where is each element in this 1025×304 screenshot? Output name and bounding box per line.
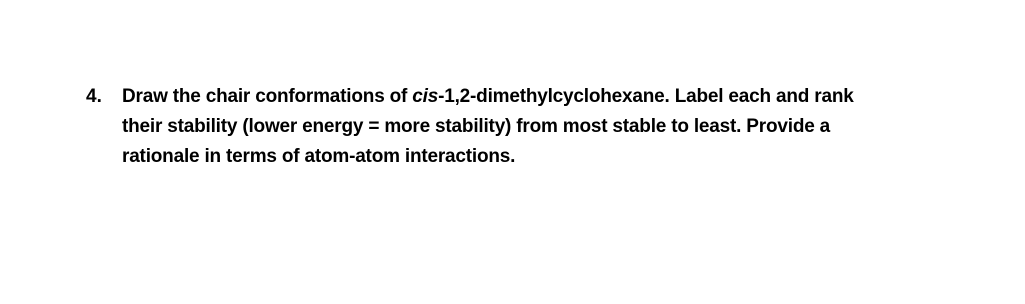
question-line-3: rationale in terms of atom-atom interactions. <box>122 146 516 167</box>
question-text <box>122 82 966 172</box>
question-number: 4. <box>86 86 102 107</box>
question-line-1 <box>122 82 966 112</box>
question-line-1-start: Draw the chair conformations of <box>122 86 413 107</box>
question-line-1-end: -1,2-dimethylcyclohexane. Label each and rank <box>438 86 854 107</box>
question-line-2: their stability (lower energy = more stability) from most stable to least. Provide a <box>122 116 831 137</box>
question-4 <box>86 82 966 172</box>
cis-italic: cis <box>412 86 439 107</box>
